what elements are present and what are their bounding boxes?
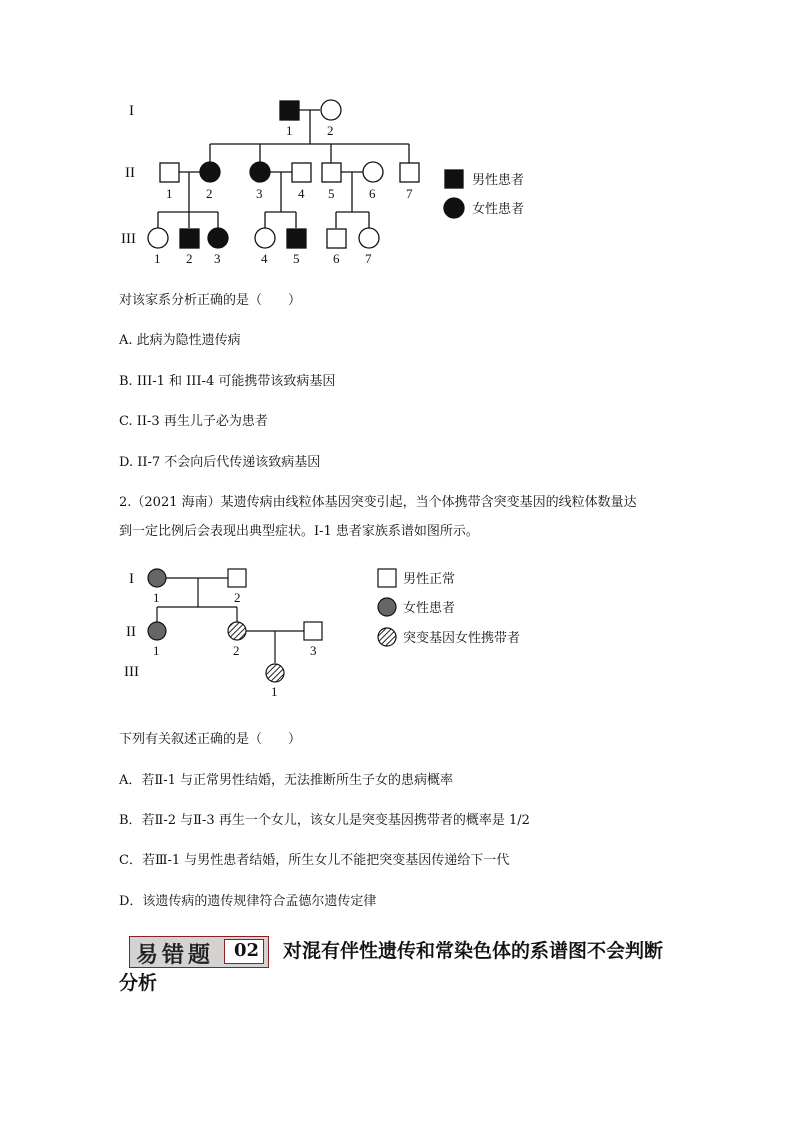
id-label: 1 (286, 123, 293, 138)
gen-label-I: I (129, 103, 134, 119)
question1-option-c: C. II-3 再生儿子必为患者 (119, 414, 268, 429)
error-number: 02 (234, 940, 260, 961)
pedigree1-I-2-female-normal (321, 100, 341, 120)
id-label: 1 (166, 186, 173, 201)
pedigree1-III-2-male-patient (180, 229, 199, 248)
pedigree1-II-7-male-normal (400, 163, 419, 182)
question1-option-a: A. 此病为隐性遗传病 (119, 333, 241, 348)
pedigree2-I-1-female-patient (148, 569, 166, 587)
pedigree-chart-2 (120, 560, 550, 700)
legend-female-carrier-label: 突变基因女性携带者 (403, 631, 521, 646)
id-label: 1 (153, 590, 160, 605)
pedigree1-III-6-male-normal (327, 229, 346, 248)
legend-female-patient-icon (378, 598, 396, 616)
legend-female-carrier-icon (378, 628, 396, 646)
pedigree1-III-3-female-patient (208, 228, 228, 248)
id-label: 5 (293, 251, 300, 266)
question1-stem: 对该家系分析正确的是（ ） (119, 293, 302, 308)
question2-option-d: D．该遗传病的遗传规律符合孟德尔遗传定律 (119, 894, 377, 909)
pedigree2-II-2-female-carrier (228, 622, 246, 640)
id-label: 7 (365, 251, 372, 266)
error-badge-label: 易错题 (136, 942, 215, 968)
question2-option-b: B．若Ⅱ-2 与Ⅱ-3 再生一个女儿，该女儿是突变基因携带者的概率是 1/2 (119, 813, 530, 828)
question2-option-a: A．若Ⅱ-1 与正常男性结婚，无法推断所生子女的患病概率 (119, 773, 454, 788)
pedigree2-III-1-female-carrier (266, 664, 284, 682)
id-label: 2 (186, 251, 193, 266)
id-label: 6 (333, 251, 340, 266)
pedigree1-II-6-female-normal (363, 162, 383, 182)
pedigree2-I-2-male-normal (228, 569, 246, 587)
pedigree1-III-7-female-normal (359, 228, 379, 248)
id-label: 1 (153, 643, 160, 658)
id-label: 2 (234, 590, 241, 605)
id-label: 4 (261, 251, 268, 266)
id-label: 1 (154, 251, 161, 266)
question2-option-c: C．若Ⅲ-1 与男性患者结婚，所生女儿不能把突变基因传递给下一代 (119, 853, 510, 868)
question2-stem (119, 488, 719, 546)
error-section-title-line1: 对混有伴性遗传和常染色体的系谱图不会判断 (283, 940, 664, 962)
pedigree2-II-1-female-patient (148, 622, 166, 640)
id-label: 3 (214, 251, 221, 266)
id-label: 2 (206, 186, 213, 201)
question2-stem-line1: 2.（2021 海南）某遗传病由线粒体基因突变引起，当个体携带含突变基因的线粒体数量达 (119, 495, 637, 510)
pedigree1-II-5-male-normal (322, 163, 341, 182)
id-label: 4 (298, 186, 305, 201)
legend-male-patient-icon (445, 170, 463, 188)
pedigree1-I-1-male-patient (280, 101, 299, 120)
question2-prompt: 下列有关叙述正确的是（ ） (119, 732, 302, 747)
id-label: 5 (328, 186, 335, 201)
id-label: 2 (327, 123, 334, 138)
gen-label-II: II (126, 624, 136, 640)
id-label: 2 (233, 643, 240, 658)
pedigree1-II-4-male-normal (292, 163, 311, 182)
question1-option-d: D. II-7 不会向后代传递该致病基因 (119, 455, 321, 470)
pedigree1-III-5-male-patient (287, 229, 306, 248)
legend-male-patient-label: 男性患者 (472, 173, 525, 188)
gen-label-III: III (124, 664, 139, 680)
legend-female-patient-label: 女性患者 (472, 202, 525, 217)
pedigree1-III-4-female-normal (255, 228, 275, 248)
gen-label-I: I (129, 571, 134, 587)
legend-male-normal-icon (378, 569, 396, 587)
pedigree1-II-3-female-patient (250, 162, 270, 182)
gen-label-III: III (121, 231, 136, 247)
legend-male-normal-label: 男性正常 (403, 572, 456, 587)
pedigree1-II-1-male-normal (160, 163, 179, 182)
question2-stem-line2: 到一定比例后会表现出典型症状。Ⅰ-1 患者家族系谱如图所示。 (119, 524, 479, 539)
legend-female-patient-icon (444, 198, 464, 218)
gen-label-II: II (125, 165, 135, 181)
id-label: 3 (310, 643, 317, 658)
error-section-title-line2: 分析 (119, 972, 158, 994)
pedigree1-II-2-female-patient (200, 162, 220, 182)
pedigree-chart-1 (110, 90, 570, 270)
pedigree1-III-1-female-normal (148, 228, 168, 248)
id-label: 3 (256, 186, 263, 201)
id-label: 7 (406, 186, 413, 201)
question1-option-b: B. III-1 和 III-4 可能携带该致病基因 (119, 374, 336, 389)
id-label: 6 (369, 186, 376, 201)
pedigree2-II-3-male-normal (304, 622, 322, 640)
legend-female-patient-label: 女性患者 (403, 601, 456, 616)
id-label: 1 (271, 684, 278, 699)
